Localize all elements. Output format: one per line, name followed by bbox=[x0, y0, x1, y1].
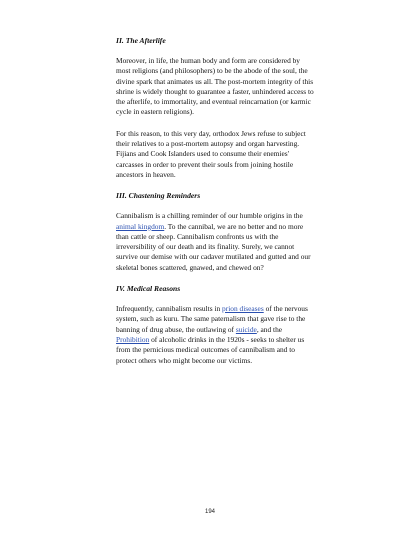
section-heading-chastening-reminders: III. Chastening Reminders bbox=[116, 191, 201, 201]
paragraph-medical-reasons bbox=[116, 304, 314, 366]
paragraph-afterlife-1: Moreover, in life, the human body and form are considered by most religions (and philosophers) to be the abode of the soul, the divine spark that animates us all. The post-mortem integrity of this shrine is widely thought to guarantee a faster, unhindered access to the afterlife, to immortality, and eventual reincarnation (or karmic cycle in eastern religions). bbox=[116, 56, 314, 117]
link-prion-diseases[interactable]: prion diseases bbox=[222, 304, 264, 314]
link-animal-kingdom[interactable]: animal kingdom bbox=[116, 221, 165, 231]
link-prohibition[interactable]: Prohibition bbox=[116, 334, 150, 344]
text-run: Cannibalism is a chilling reminder of our humble origins in the bbox=[116, 211, 303, 221]
text-run: . To the cannibal, we are no better and no more than cattle or sheep. Cannibalism confronts us with the irreversibility of our death and its finality. Surely, we cannot survive our demise with our cadaver mutilated and gutted and our skeletal bones scattered, gnawed, and chewed on? bbox=[116, 221, 311, 272]
text-run: of alcoholic drinks in the 1920s - seeks to shelter us from the pernicious medical outcomes of cannibalism and to protect others who might become our victims. bbox=[116, 334, 305, 365]
page-number: 194 bbox=[204, 509, 215, 515]
document-page bbox=[116, 36, 314, 377]
text-run: Infrequently, cannibalism results in bbox=[116, 304, 223, 314]
text-run: , and the bbox=[256, 324, 283, 334]
text-run: of the nervous system, such as kuru. The same paternalism that gave rise to the banning of drug abuse, the outlawing of bbox=[116, 304, 308, 334]
section-heading-afterlife: II. The Afterlife bbox=[116, 36, 166, 45]
section-heading-medical-reasons: IV. Medical Reasons bbox=[116, 284, 181, 294]
paragraph-afterlife-2: For this reason, to this very day, orthodox Jews refuse to subject their relatives to a post-mortem autopsy and organ harvesting. Fijians and Cook Islanders used to consume their enemies' carcasses in order to prevent their souls from joining hostile ancestors in heaven. bbox=[116, 128, 306, 179]
paragraph-chastening-reminders bbox=[116, 211, 314, 273]
link-suicide[interactable]: suicide bbox=[235, 324, 257, 334]
